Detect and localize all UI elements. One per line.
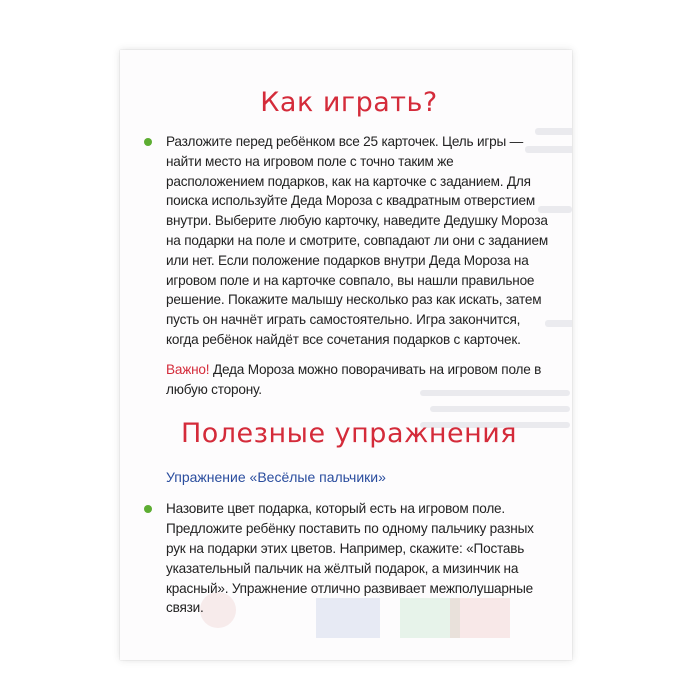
how-to-play-title: Как играть? <box>260 87 438 118</box>
bullet-dot-icon <box>144 138 152 146</box>
bullet-dot-icon <box>144 505 152 513</box>
exercises-title: Полезные упражнения <box>180 418 518 450</box>
how-to-play-item <box>144 132 554 350</box>
exercise-title: Упражнение «Весёлые пальчики» <box>166 469 386 486</box>
important-text: Деда Мороза можно поворачивать на игровом поле в любую сторону. <box>166 361 542 397</box>
important-label: Важно! <box>166 361 210 377</box>
exercise-item <box>144 499 554 618</box>
exercise-paragraph: Назовите цвет подарка, который есть на игровом поле. Предложите ребёнку поставить по одному пальчику разных рук на подарки этих цветов. Например, скажите: «Поставь указательный пальчик на жёлтый подарок, а мизинчик на красный». Упражнение отлично развивает межполушарные связи. <box>166 501 534 616</box>
how-to-play-paragraph: Разложите перед ребёнком все 25 карточек. Цель игры — найти место на игровом поле с точно таким же расположением подарков, как на карточке с заданием. Для поиска используйте Деда Мороза с квадратным отверстием внутри. Выберите любую карточку, наведите Дедушку Мороза на подарки на поле и смотрите, совпадают ли они с заданием или нет. Если положение подарков внутри Деда Мороза на игровом поле и на карточке совпало, вы нашли правильное решение. Покажите малышу несколько раз как искать, затем пусть он начнёт играть самостоятельно. Игра закончится, когда ребёнок найдёт все сочетания подарков с карточек. <box>166 134 548 347</box>
instruction-content <box>144 86 554 618</box>
instruction-sheet <box>120 50 572 660</box>
important-note <box>144 360 554 400</box>
